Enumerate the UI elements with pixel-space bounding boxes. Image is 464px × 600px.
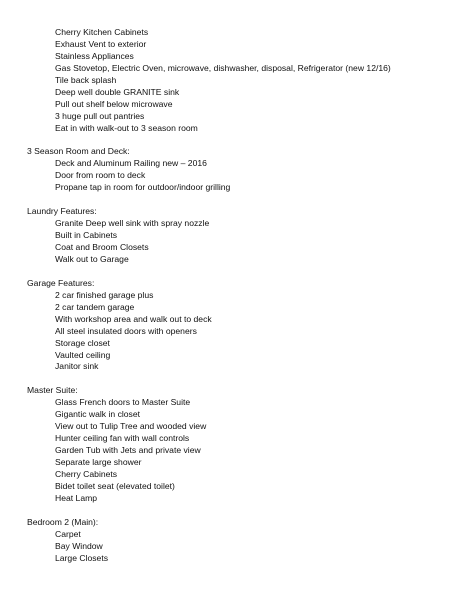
list-item: Deep well double GRANITE sink (55, 86, 180, 97)
list-item: Separate large shower (55, 457, 142, 467)
list-item: Vaulted ceiling (55, 349, 111, 360)
list-item: Heat Lamp (55, 492, 98, 503)
list-item: Carpet (55, 528, 81, 539)
list-item: View out to Tulip Tree and wooded view (55, 421, 207, 432)
list-item: Pull out shelf below microwave (55, 98, 173, 109)
list-item: Coat and Broom Closets (55, 242, 149, 252)
list-item: Hunter ceiling fan with wall controls (55, 433, 190, 444)
list-item: Tile back splash (55, 74, 117, 85)
section-heading: Master Suite: (27, 385, 78, 396)
list-item: Granite Deep well sink with spray nozzle (55, 218, 210, 229)
section-heading: Bedroom 2 (Main): (27, 516, 99, 527)
section-spacer (0, 505, 464, 517)
list-item: All steel insulated doors with openers (55, 325, 197, 336)
list-item: Bay Window (55, 540, 103, 551)
list-item: Stainless Appliances (55, 50, 134, 61)
list-item: Gigantic walk in closet (55, 409, 141, 420)
section-heading: Garage Features: (27, 277, 95, 288)
list-item: With workshop area and walk out to deck (55, 313, 212, 324)
list-item: Built in Cabinets (55, 230, 118, 241)
section-heading: Laundry Features: (27, 206, 97, 217)
list-item: Storage closet (55, 337, 110, 348)
three-season-room-section (0, 146, 464, 194)
laundry-section (0, 206, 464, 266)
section-heading: 3 Season Room and Deck: (27, 146, 130, 157)
list-item: Glass French doors to Master Suite (55, 397, 191, 408)
section-spacer (0, 266, 464, 278)
master-suite-section (0, 385, 464, 504)
section-spacer (0, 194, 464, 206)
list-item: Large Closets (55, 552, 109, 563)
list-item: Exhaust Vent to exterior (55, 38, 147, 49)
list-item: 2 car tandem garage (55, 301, 135, 312)
document-page (0, 27, 464, 565)
list-item: Walk out to Garage (55, 253, 129, 264)
list-item: 2 car finished garage plus (55, 289, 154, 300)
list-item: Gas Stovetop, Electric Oven, microwave, dishwasher, disposal, Refrigerator (new 12/16) (55, 62, 391, 73)
kitchen-section (0, 27, 464, 134)
bedroom-2-section (0, 517, 464, 565)
section-spacer (0, 134, 464, 146)
list-item: Cherry Cabinets (55, 468, 118, 479)
list-item: 3 huge pull out pantries (55, 110, 145, 121)
list-item: Cherry Kitchen Cabinets (55, 27, 149, 37)
list-item: Deck and Aluminum Railing new – 2016 (55, 158, 207, 169)
list-item: Eat in with walk-out to 3 season room (55, 122, 198, 133)
list-item: Propane tap in room for outdoor/indoor grilling (55, 182, 231, 193)
list-item: Janitor sink (55, 361, 99, 372)
list-item: Door from room to deck (55, 170, 146, 181)
list-item: Bidet toilet seat (elevated toilet) (55, 480, 175, 491)
section-spacer (0, 373, 464, 385)
list-item: Garden Tub with Jets and private view (55, 445, 201, 456)
garage-section (0, 278, 464, 374)
